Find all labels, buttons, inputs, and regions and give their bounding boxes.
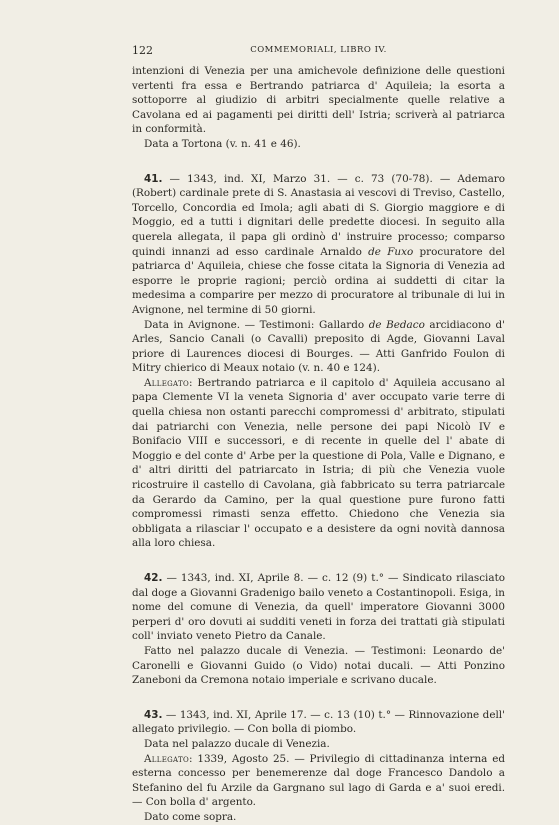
entry-43-text: — 1343, ind. XI, Aprile 17. — c. 13 (10) t.° — Rinnovazione dell' allegato privilegio. — Con bolla di piombo. xyxy=(132,708,505,736)
running-title: COMMEMORIALI, LIBRO IV. xyxy=(250,45,387,55)
entry-43-allegato xyxy=(132,752,505,810)
entry-41-text-2: procuratore del patriarca d' Aquileia, chiese che fosse citata la Signoria di Venezia ad esporre le proprie ragioni; perciò ordina ai suddetti di citar la medesima a comparire per mezzo di procuratore al tribunale di lui in Avignone, nel termine di 50 giorni. xyxy=(132,245,506,316)
entry-41-data-b: arcidiacono d' Arles, Sancio Canali (o Cavalli) preposito di Agde, Giovanni Laval priore di Laurences diocesi di Bourges. — Atti Ganfrido Foulon di Mitry chierico di Meaux notaio (v. n. 40 e 124). xyxy=(132,318,505,375)
entry-43-allegato-text: : 1339, Agosto 25. — Privilegio di cittadinanza interna ed esterna concesso per benemerenze dal doge Francesco Dandolo a Stefanino del fu Arzile da Gargnano sul lago di Garda e a' suoi eredi. — Con bolla d' argento. xyxy=(132,752,505,809)
entry-41-allegato-text: : Bertrando patriarca e il capitolo d' Aquileia accusano al papa Clemente VI la veneta Signoria d' aver occupato varie terre di quella chiesa non ostanti parecchi compromessi d' arbitrato, stipulati dai patriarchi con Venezia, nelle persone dei papi Nicolò IV e Bonifacio VIII e successori, e di recente in quelle del l' abate di Moggio e del conte d' Arbe per la questione di Pola, Valle e Dignano, e d' altri diritti del patriarcato in Istria; di più che Venezia vuole ricostruire il castello di Cavolana, già fabbricato su terra patriarcale da Gerardo da Camino, per la qual questione pure furono fatti compromessi rimasti senza effetto. Chiedono che Venezia sia obbligata a rilasciar l' occupato e a desistere da ogni novità dannosa alla loro chiesa. xyxy=(132,376,505,550)
entry-41-text: — 1343, ind. XI, Marzo 31. — c. 73 (70-78). — Ademaro (Robert) cardinale prete di S. Anastasia ai vescovi di Treviso, Castello, Torcello, Concordia ed Imola; agli abati di S. Giorgio maggiore e di Moggio, ed a tutti i dignitari delle predette diocesi. In seguito alla querela allegata, il papa gli ordinò d' instruire processo; comparso quindi innanzi ad esso cardinale Arnaldo xyxy=(132,172,505,258)
entry-40-data: Data a Tortona (v. n. 41 e 46). xyxy=(144,137,301,150)
entry-41-allegato xyxy=(132,376,505,551)
entry-41-data xyxy=(132,318,505,376)
entry-41-heading xyxy=(132,172,505,318)
allegato-label: Allegato xyxy=(144,376,189,389)
entry-42-text: — 1343, ind. XI, Aprile 8. — c. 12 (9) t.° — Sindicato rilasciato dal doge a Giovanni Gradenigo bailo veneto a Costantinopoli. Esiga, in nome del comune di Venezia, da quell' imperatore Giovanni 3000 perperi d' oro dovuti ai sudditi veneti in forza dei trattati già stipulati coll' inviato veneto Pietro da Canale. xyxy=(132,572,505,643)
entry-43-number: 43. xyxy=(144,708,163,721)
entry-41-number: 41. xyxy=(144,172,163,185)
allegato-label: Allegato xyxy=(144,752,189,765)
entry-42-data: Fatto nel palazzo ducale di Venezia. — Testimoni: Leonardo de' Caronelli e Giovanni Guido (o Vido) notai ducali. — Atti Ponzino Zaneboni da Cremona notaio imperiale e scrivano ducale. xyxy=(132,644,505,687)
entry-40-continuation: intenzioni di Venezia per una amichevole definizione delle questioni vertenti fra essa e Bertrando patriarca d' Aquileia; la esorta a sottoporre al giudizio di arbitri specialmente quelle relative a Cavolana ed ai pagamenti pei diritti dell' Istria; scriverà al patriarca in conformità. xyxy=(132,65,505,136)
entry-43-heading xyxy=(132,708,505,737)
page-header xyxy=(132,44,505,58)
entry-43-dato: Dato come sopra. xyxy=(144,810,237,823)
page-number: 122 xyxy=(132,44,153,57)
entry-41-data-a: Data in Avignone. — Testimoni: Gallardo xyxy=(144,318,369,331)
entry-42-number: 42. xyxy=(144,572,163,584)
entry-41-italic-name: de Fuxo xyxy=(368,245,414,258)
entry-42-heading xyxy=(132,571,505,644)
entry-43-data: Data nel palazzo ducale di Venezia. xyxy=(144,737,330,750)
entry-41-data-italic: de Bedaco xyxy=(368,318,425,331)
page-body xyxy=(132,64,505,825)
